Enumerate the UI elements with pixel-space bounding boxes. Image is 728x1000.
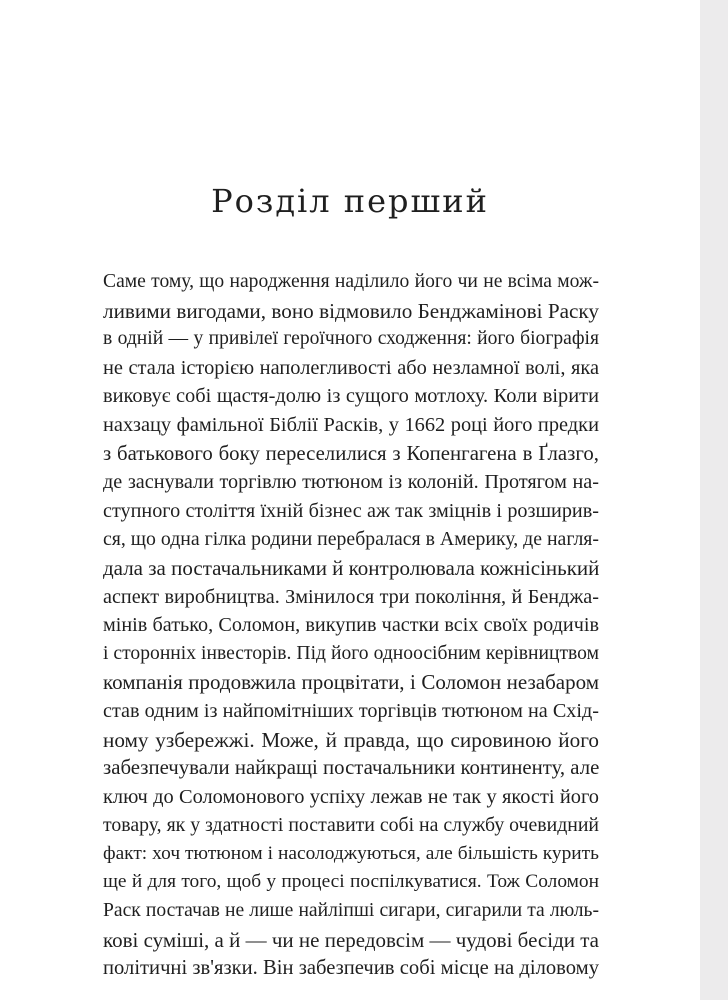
text-line: компанія продовжила процвітати, і Соломон незабаром [103,670,599,695]
text-line: аспект виробництва. Змінилося три покоління, й Бенджа- [103,585,599,608]
text-line: ному узбережжі. Може, й правда, що сировиною його [103,727,599,752]
text-line: нахзацу фамільної Біблії Расків, у 1662 році його предки [103,413,599,436]
text-line: політичні зв'язки. Він забезпечив собі місце на діловому [103,957,599,980]
text-line: не стала історією наполегливості або незламної волі, яка [103,356,599,379]
text-line: мінів батько, Соломон, викупив частки всіх своїх родичів [103,614,599,637]
text-line: товару, як у здатності поставити собі на службу очевидний [103,814,600,837]
text-line: забезпечували найкращі постачальники континенту, але [103,756,600,780]
chapter-title: Розділ перший [211,182,489,220]
text-line: факт: хоч тютюном і насолоджуються, але більшість курить [103,842,599,864]
text-line: де заснували торгівлю тютюном із колоній. Протягом на- [103,471,599,494]
text-line: Саме тому, що народження наділило його чи не всіма мож- [103,271,599,292]
text-line: ступного століття їхній бізнес аж так зміцнів і розширив- [103,499,599,522]
text-line: ключ до Соломонового успіху лежав не так у якості його [103,785,599,808]
text-line: в одній — у привілеї героїчного сходження: його біографія [103,328,599,350]
text-line: дала за постачальниками й контролювала кожнісінький [103,555,600,580]
text-line: ся, що одна гілка родини перебралася в Америку, де нагля- [103,528,599,551]
text-line: ще й для того, щоб у процесі поспілкуватися. Тож Соломон [103,871,599,893]
text-line: і сторонніх інвесторів. Під його одноосібним керівництвом [103,642,599,664]
text-line: з батькового боку переселилися з Копенгагена в Ґлазго, [103,441,599,465]
body-text [103,268,599,983]
text-line: виковує собі щастя-долю із сущого мотлоху. Коли вірити [103,385,599,408]
text-line: кові суміші, а й — чи не передовсім — чудові бесіди та [103,927,599,952]
text-line: ливими вигодами, воно відмовило Бенджамінові Раску [103,298,599,323]
text-line: Раск постачав не лише найліпші сигари, сигарили та люль- [103,900,599,922]
text-line: став одним із найпомітніших торгівців тютюном на Схід- [103,699,599,722]
